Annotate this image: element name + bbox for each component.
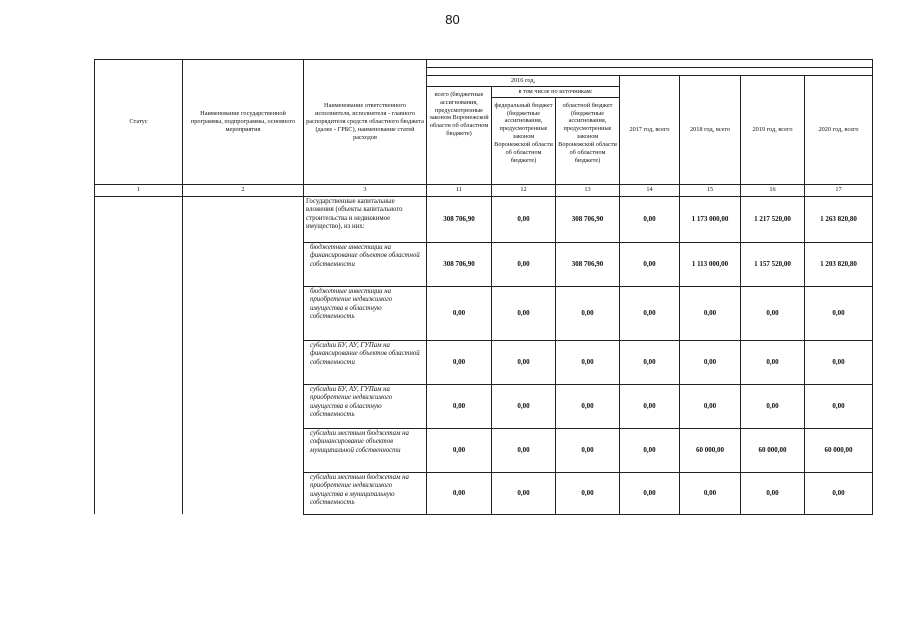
header-program: Наименование государственной программы, подпрограммы, основного мероприятия (183, 60, 304, 185)
cell-value: 1 173 000,00 (680, 196, 741, 242)
cell-value: 0,00 (805, 472, 873, 514)
row-name: субсидии БУ, АУ, ГУПам на финансирование объектов областной собственности (304, 340, 427, 384)
row-name: субсидии местным бюджетам на приобретение недвижимого имущества в муниципальную собственность (304, 472, 427, 514)
cell-value: 0,00 (620, 428, 680, 472)
header-sources: в том числе по источникам: (492, 86, 620, 97)
column-number: 12 (492, 184, 556, 196)
column-numbers-row (95, 184, 873, 196)
cell-value: 0,00 (741, 472, 805, 514)
header-2018: 2018 год, всего (680, 76, 741, 185)
column-number: 13 (556, 184, 620, 196)
cell-value: 60 000,00 (680, 428, 741, 472)
cell-value: 0,00 (492, 384, 556, 428)
column-number: 11 (427, 184, 492, 196)
cell-value: 308 706,90 (556, 196, 620, 242)
cell-value: 60 000,00 (805, 428, 873, 472)
cell-value: 0,00 (492, 428, 556, 472)
cell-value: 0,00 (427, 428, 492, 472)
cell-value: 60 000,00 (741, 428, 805, 472)
cell-value: 0,00 (492, 472, 556, 514)
cell-value: 1 263 820,80 (805, 196, 873, 242)
status-cell (95, 196, 183, 514)
column-number: 2 (183, 184, 304, 196)
row-name: бюджетные инвестиции на приобретение недвижимого имущества в областную собственность (304, 286, 427, 340)
header-federal: федеральный бюджет (бюджетные ассигнования, предусмотренные законом Воронежской области об областном бюджете) (492, 97, 556, 184)
cell-value: 1 113 000,00 (680, 242, 741, 286)
cell-value: 0,00 (620, 384, 680, 428)
cell-value: 0,00 (427, 286, 492, 340)
cell-value: 0,00 (620, 286, 680, 340)
cell-value: 0,00 (556, 472, 620, 514)
cell-value: 0,00 (492, 340, 556, 384)
cell-value: 0,00 (492, 286, 556, 340)
row-name: субсидии БУ, АУ, ГУПам на приобретение недвижимого имущества в областную собственность (304, 384, 427, 428)
header-2020: 2020 год, всего (805, 76, 873, 185)
cell-value: 0,00 (620, 242, 680, 286)
row-name: Государственные капитальные вложения (объекты капитального строительства и недвижимое имущество), из них: (304, 196, 427, 242)
cell-value: 1 157 520,00 (741, 242, 805, 286)
cell-value: 0,00 (741, 286, 805, 340)
cell-value: 308 706,90 (556, 242, 620, 286)
cell-value: 0,00 (805, 286, 873, 340)
cell-value: 1 203 820,80 (805, 242, 873, 286)
cell-value: 0,00 (427, 340, 492, 384)
column-number: 1 (95, 184, 183, 196)
column-number: 14 (620, 184, 680, 196)
cell-value: 0,00 (741, 340, 805, 384)
column-number: 16 (741, 184, 805, 196)
cell-value: 0,00 (427, 472, 492, 514)
cell-value: 0,00 (680, 340, 741, 384)
header-regional: областной бюджет (бюджетные ассигнования, предусмотренные законом Воронежской области об областном бюджете) (556, 97, 620, 184)
column-number: 15 (680, 184, 741, 196)
cell-value: 308 706,90 (427, 196, 492, 242)
row-name: бюджетные инвестиции на финансирование объектов областной собственности (304, 242, 427, 286)
cell-value: 0,00 (556, 286, 620, 340)
budget-table (94, 59, 873, 515)
cell-value: 0,00 (492, 196, 556, 242)
header-executor: Наименование ответственного исполнителя, исполнителя - главного распорядителя средств областного бюджета (далее - ГРБС), наименование статей расходов (304, 60, 427, 185)
cell-value: 1 217 520,00 (741, 196, 805, 242)
row-name: субсидии местным бюджетам на софинансирование объектов муниципальной собственности (304, 428, 427, 472)
cell-value: 0,00 (556, 384, 620, 428)
cell-value: 0,00 (556, 428, 620, 472)
cell-value: 0,00 (680, 384, 741, 428)
column-number: 3 (304, 184, 427, 196)
program-cell (183, 196, 304, 514)
header-2019: 2019 год, всего (741, 76, 805, 185)
cell-value: 0,00 (620, 340, 680, 384)
header-status: Статус (95, 60, 183, 185)
header-year-2016: 2016 год, (427, 76, 620, 87)
header-second-strip (427, 68, 873, 76)
cell-value: 0,00 (805, 384, 873, 428)
cell-value: 0,00 (680, 472, 741, 514)
page-number: 80 (445, 12, 460, 27)
header-total-2016: всего (бюджетные ассигнования, предусмотренные законом Воронежской области об областном бюджете) (427, 86, 492, 184)
cell-value: 0,00 (427, 384, 492, 428)
cell-value: 308 706,90 (427, 242, 492, 286)
cell-value: 0,00 (741, 384, 805, 428)
cell-value: 0,00 (620, 196, 680, 242)
header-2017: 2017 год, всего (620, 76, 680, 185)
cell-value: 0,00 (680, 286, 741, 340)
cell-value: 0,00 (556, 340, 620, 384)
cell-value: 0,00 (492, 242, 556, 286)
column-number: 17 (805, 184, 873, 196)
cell-value: 0,00 (805, 340, 873, 384)
cell-value: 0,00 (620, 472, 680, 514)
header-top-strip (427, 60, 873, 68)
table-row (95, 196, 873, 242)
